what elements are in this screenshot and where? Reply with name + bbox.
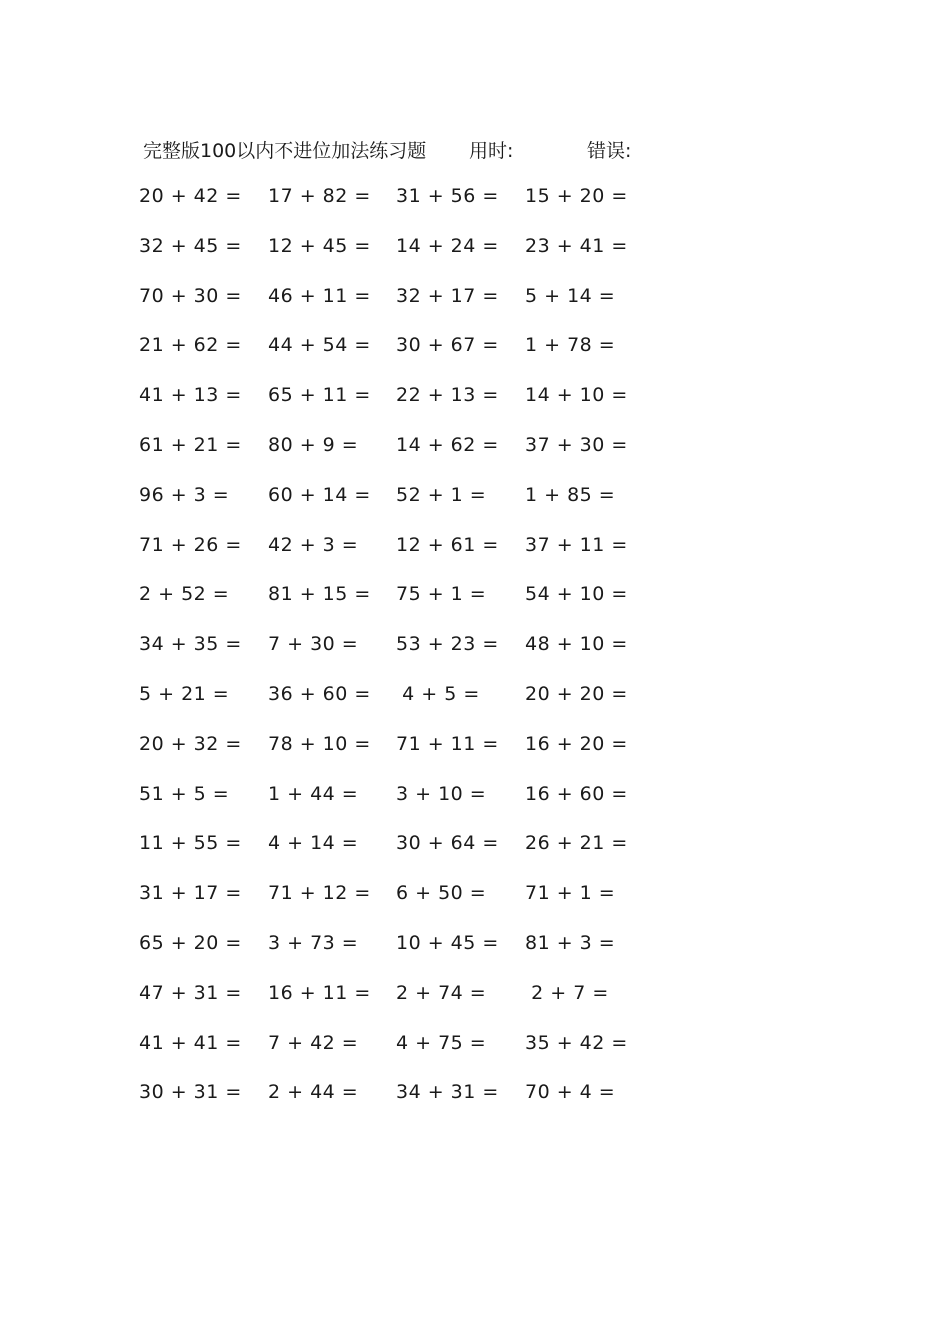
addition-problem: 81 + 3 = bbox=[525, 932, 616, 954]
addition-problem: 7 + 42 = bbox=[268, 1031, 359, 1054]
addition-problem: 44 + 54 = bbox=[268, 334, 371, 357]
addition-problem: 75 + 1 = bbox=[396, 583, 487, 606]
addition-problem: 80 + 9 = bbox=[268, 434, 359, 456]
addition-problem: 7 + 30 = bbox=[268, 633, 359, 656]
addition-problem: 12 + 45 = bbox=[268, 234, 371, 257]
addition-problem: 37 + 11 = bbox=[525, 533, 628, 556]
addition-problem: 70 + 30 = bbox=[139, 284, 242, 307]
addition-problem: 41 + 41 = bbox=[139, 1031, 242, 1054]
addition-problem: 96 + 3 = bbox=[139, 483, 230, 506]
addition-problem: 12 + 61 = bbox=[396, 533, 499, 556]
addition-problem: 20 + 32 = bbox=[139, 732, 242, 755]
addition-problem: 60 + 14 = bbox=[268, 483, 371, 506]
addition-problem: 11 + 55 = bbox=[139, 832, 242, 855]
addition-problem: 30 + 31 = bbox=[139, 1081, 242, 1104]
addition-problem: 70 + 4 = bbox=[525, 1081, 616, 1104]
addition-problem: 34 + 35 = bbox=[139, 633, 242, 656]
addition-problem: 65 + 20 = bbox=[139, 932, 242, 954]
error-label: 错误: bbox=[587, 140, 632, 162]
addition-problem: 31 + 17 = bbox=[139, 882, 242, 905]
addition-problem: 31 + 56 = bbox=[396, 185, 499, 207]
addition-problem: 14 + 10 = bbox=[525, 384, 628, 407]
addition-problem: 52 + 1 = bbox=[396, 483, 487, 506]
addition-problem: 20 + 20 = bbox=[525, 683, 628, 705]
addition-problem: 35 + 42 = bbox=[525, 1031, 628, 1054]
addition-problem: 1 + 78 = bbox=[525, 334, 616, 357]
addition-problem: 16 + 20 = bbox=[525, 732, 628, 755]
addition-problem: 46 + 11 = bbox=[268, 284, 371, 307]
addition-problem: 71 + 12 = bbox=[268, 882, 371, 905]
addition-problem: 5 + 14 = bbox=[525, 284, 616, 307]
addition-problem: 34 + 31 = bbox=[396, 1081, 499, 1104]
addition-problem: 1 + 44 = bbox=[268, 782, 359, 805]
addition-problem: 21 + 62 = bbox=[139, 334, 242, 357]
addition-problem: 4 + 75 = bbox=[396, 1031, 487, 1054]
addition-problem: 32 + 17 = bbox=[396, 284, 499, 307]
addition-problem: 36 + 60 = bbox=[268, 683, 371, 705]
addition-problem: 47 + 31 = bbox=[139, 981, 242, 1004]
addition-problem: 71 + 11 = bbox=[396, 732, 499, 755]
addition-problem: 3 + 10 = bbox=[396, 782, 487, 805]
addition-problem: 6 + 50 = bbox=[396, 882, 487, 905]
addition-problem: 22 + 13 = bbox=[396, 384, 499, 407]
addition-problem: 32 + 45 = bbox=[139, 234, 242, 257]
addition-problem: 1 + 85 = bbox=[525, 483, 616, 506]
addition-problem: 2 + 52 = bbox=[139, 583, 230, 606]
addition-problem: 53 + 23 = bbox=[396, 633, 499, 656]
addition-problem: 37 + 30 = bbox=[525, 434, 628, 456]
addition-problem: 30 + 64 = bbox=[396, 832, 499, 855]
addition-problem: 26 + 21 = bbox=[525, 832, 628, 855]
addition-problem: 16 + 11 = bbox=[268, 981, 371, 1004]
addition-problem: 61 + 21 = bbox=[139, 434, 242, 456]
addition-problem: 15 + 20 = bbox=[525, 185, 628, 207]
addition-problem: 17 + 82 = bbox=[268, 185, 371, 207]
addition-problem: 30 + 67 = bbox=[396, 334, 499, 357]
time-label: 用时: bbox=[469, 140, 514, 162]
addition-problem: 2 + 74 = bbox=[396, 981, 487, 1004]
addition-problem: 41 + 13 = bbox=[139, 384, 242, 407]
addition-problem: 20 + 42 = bbox=[139, 185, 242, 207]
addition-problem: 2 + 44 = bbox=[268, 1081, 359, 1104]
addition-problem: 48 + 10 = bbox=[525, 633, 628, 656]
worksheet-title: 完整版100以内不进位加法练习题 bbox=[143, 140, 427, 162]
addition-problem: 65 + 11 = bbox=[268, 384, 371, 407]
addition-problem: 14 + 62 = bbox=[396, 434, 499, 456]
addition-problem: 81 + 15 = bbox=[268, 583, 371, 606]
addition-problem: 2 + 7 = bbox=[531, 981, 609, 1004]
addition-problem: 4 + 5 = bbox=[402, 683, 480, 705]
addition-problem: 10 + 45 = bbox=[396, 932, 499, 954]
addition-problem: 5 + 21 = bbox=[139, 683, 230, 705]
addition-problem: 42 + 3 = bbox=[268, 533, 359, 556]
addition-problem: 14 + 24 = bbox=[396, 234, 499, 257]
addition-problem: 16 + 60 = bbox=[525, 782, 628, 805]
addition-problem: 51 + 5 = bbox=[139, 782, 230, 805]
addition-problem: 4 + 14 = bbox=[268, 832, 359, 855]
addition-problem: 71 + 1 = bbox=[525, 882, 616, 905]
addition-problem: 23 + 41 = bbox=[525, 234, 628, 257]
addition-problem: 54 + 10 = bbox=[525, 583, 628, 606]
addition-problem: 78 + 10 = bbox=[268, 732, 371, 755]
addition-problem: 71 + 26 = bbox=[139, 533, 242, 556]
addition-problem: 3 + 73 = bbox=[268, 932, 359, 954]
